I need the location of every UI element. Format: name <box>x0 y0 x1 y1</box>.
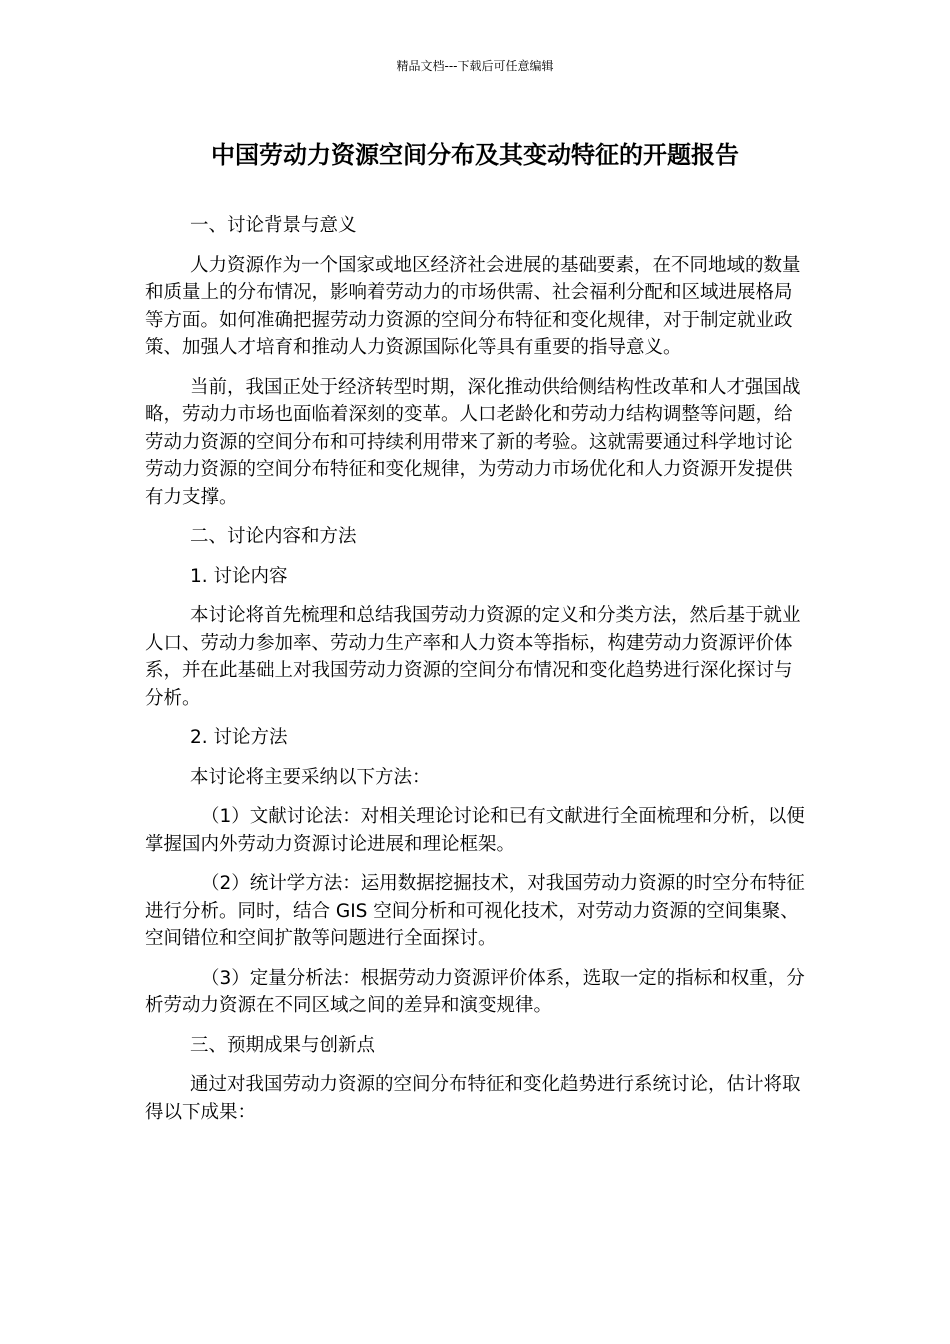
document-title: 中国劳动力资源空间分布及其变动特征的开题报告 <box>211 141 739 169</box>
document-body <box>145 212 807 1138</box>
method-item: （2）统计学方法：运用数据挖掘技术，对我国劳动力资源的时空分布特征进行分析。同时，结合 GIS 空间分析和可视化技术，对劳动力资源的空间集聚、空间错位和空间扩散等问题进行全面探讨。 <box>145 873 805 949</box>
body-paragraph: 通过对我国劳动力资源的空间分布特征和变化趋势进行系统讨论，估计将取得以下成果： <box>145 1074 801 1123</box>
section-heading-background: 一、讨论背景与意义 <box>190 215 357 236</box>
body-paragraph: 本讨论将主要采纳以下方法： <box>190 766 431 788</box>
method-item: （1）文献讨论法：对相关理论讨论和已有文献进行全面梳理和分析，以便掌握国内外劳动力资源讨论进展和理论框架。 <box>145 806 805 855</box>
method-item: （3）定量分析法：根据劳动力资源评价体系，选取一定的指标和权重，分析劳动力资源在不同区域之间的差异和演变规律。 <box>145 967 805 1016</box>
subsection-heading-method: 2. 讨论方法 <box>190 727 288 748</box>
body-paragraph: 当前，我国正处于经济转型时期，深化推动供给侧结构性改革和人才强国战略，劳动力市场也面临着深刻的变革。人口老龄化和劳动力结构调整等问题，给劳动力资源的空间分布和可持续利用带来了新的考验。这就需要通过科学地讨论劳动力资源的空间分布特征和变化规律，为劳动力市场优化和人力资源开发提供有力支撑。 <box>145 376 801 508</box>
section-heading-results: 三、预期成果与创新点 <box>190 1034 376 1056</box>
body-paragraph: 人力资源作为一个国家或地区经济社会进展的基础要素，在不同地域的数量和质量上的分布情况，影响着劳动力的市场供需、社会福利分配和区域进展格局等方面。如何准确把握劳动力资源的空间分布特征和变化规律，对于制定就业政策、加强人才培育和推动人力资源国际化等具有重要的指导意义。 <box>145 254 801 358</box>
header-note: 精品文档---下载后可任意编辑 <box>396 59 554 73</box>
subsection-heading-content: 1. 讨论内容 <box>190 565 288 587</box>
section-heading-content-method: 二、讨论内容和方法 <box>190 526 357 547</box>
body-paragraph: 本讨论将首先梳理和总结我国劳动力资源的定义和分类方法，然后基于就业人口、劳动力参加率、劳动力生产率和人力资本等指标，构建劳动力资源评价体系，并在此基础上对我国劳动力资源的空间分布情况和变化趋势进行深化探讨与分析。 <box>145 605 801 709</box>
